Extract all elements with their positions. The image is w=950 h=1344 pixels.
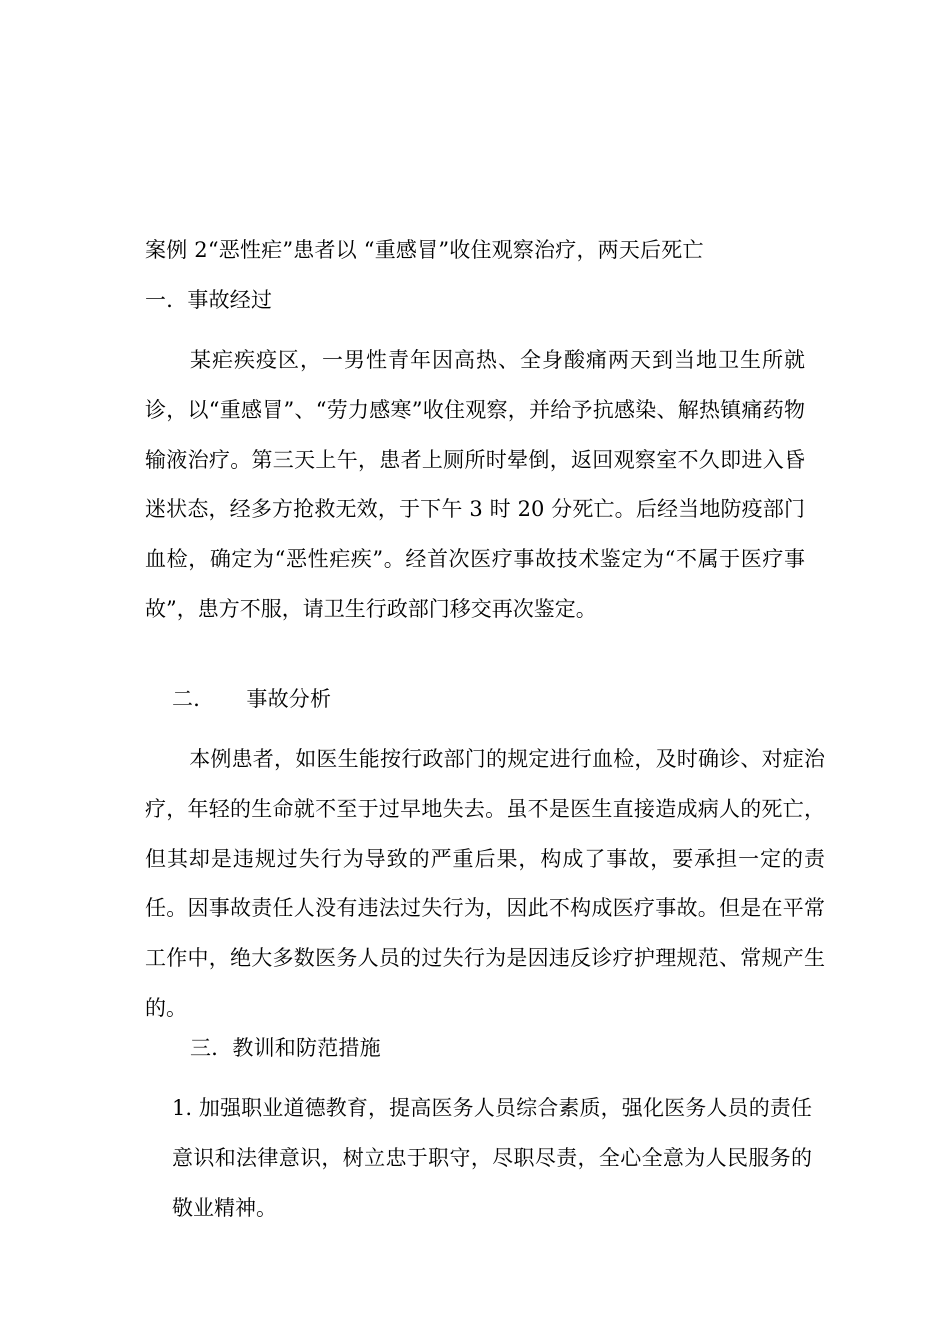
analysis-paragraph xyxy=(145,735,825,1034)
document-title: 案例 2“恶性疟”患者以 “重感冒”收住观察治疗，两天后死亡 xyxy=(145,238,704,262)
section-heading-analysis xyxy=(172,685,331,713)
analysis-paragraph-text: 本例患者，如医生能按行政部门的规定进行血检，及时确诊、对症治疗，年轻的生命就不至于过早地失去。虽不是医生直接造成病人的死亡，但其却是违规过失行为导致的严重后果，构成了事故，要承担一定的责任。因事故责任人没有违法过失行为，因此不构成医疗事故。但是在平常工作中，绝大多数医务人员的过失行为是因违反诊疗护理规范、常规产生的。 xyxy=(145,747,825,1020)
section-heading-lessons: 三．教训和防范措施 xyxy=(190,1036,381,1060)
incident-paragraph-text: 某疟疾疫区，一男性青年因高热、全身酸痛两天到当地卫生所就诊，以“重感冒”、“劳力感寒”收住观察，并给予抗感染、解热镇痛药物输液治疗。第三天上午，患者上厕所时晕倒，返回观察室不久即进入昏迷状态，经多方抢救无效，于下午 3 时 20 分死亡。后经当地防疫部门血检，确定为“恶性疟疾”。经首次医疗事故技术鉴定为“不属于医疗事故”，患方不服，请卫生行政部门移交再次鉴定。 xyxy=(145,348,805,621)
section-heading-text: 事故分析 xyxy=(246,687,332,711)
list-item: 1. 加强职业道德教育，提高医务人员综合素质，强化医务人员的责任意识和法律意识，树立忠于职守，尽职尽责，全心全意为人民服务的敬业精神。 xyxy=(172,1096,812,1220)
incident-paragraph xyxy=(145,336,805,635)
section-heading-incident: 一．事故经过 xyxy=(145,288,273,312)
section-heading-number: 二． xyxy=(172,687,215,711)
